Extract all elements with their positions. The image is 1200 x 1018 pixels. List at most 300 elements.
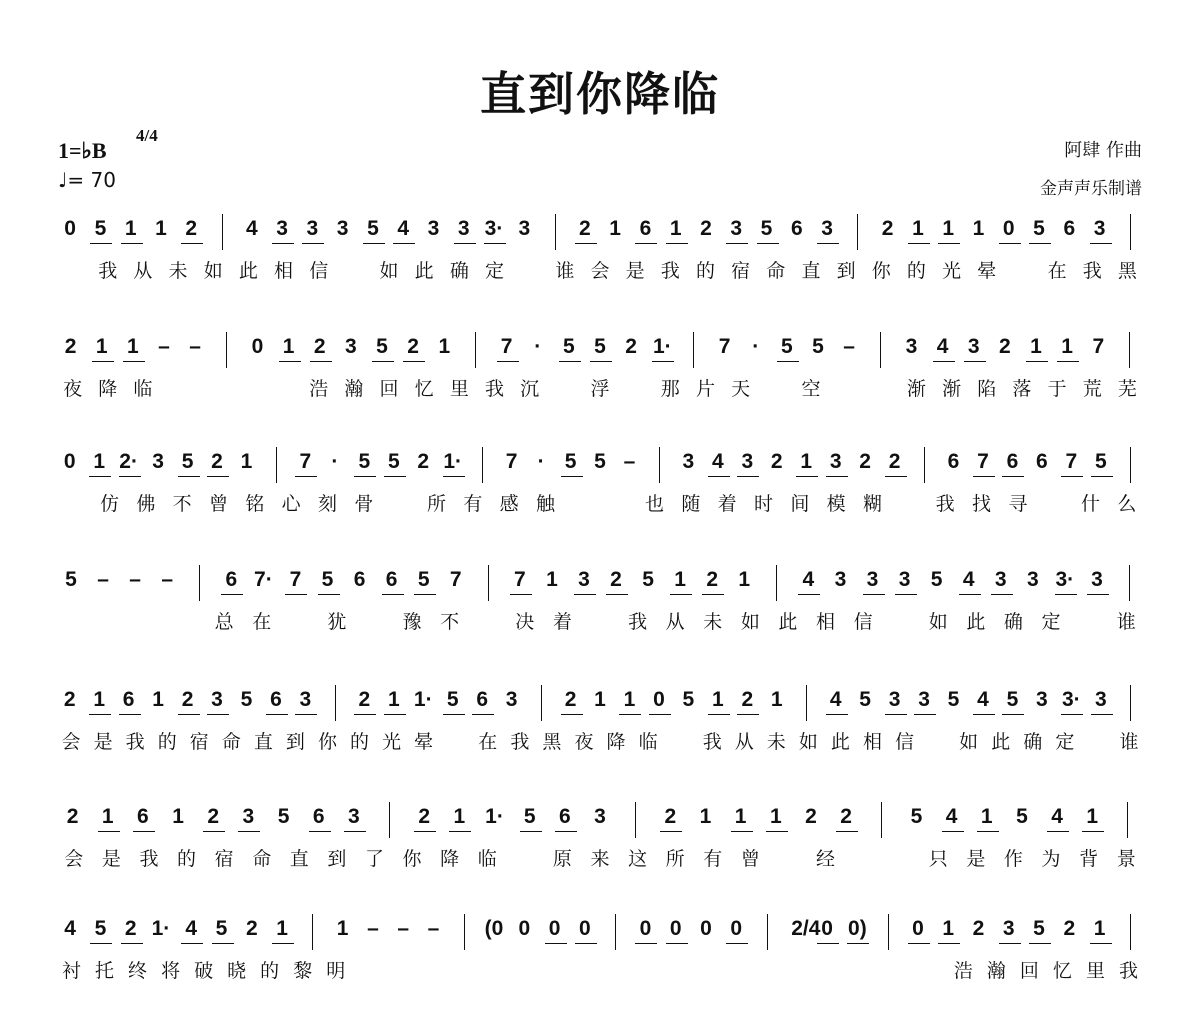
lyric-char: 定: [1041, 611, 1061, 633]
lyric-char: 不: [440, 611, 460, 633]
lyric-char: 触: [535, 493, 555, 515]
note: 2·: [119, 450, 138, 473]
barline: [1127, 802, 1128, 838]
note: 1: [152, 688, 164, 711]
beam-line: [384, 476, 406, 477]
lyric-char: 你: [402, 848, 422, 870]
beam-line: [977, 831, 999, 832]
barline: [464, 914, 465, 950]
note: 1: [942, 917, 955, 940]
note: 3: [1093, 217, 1106, 240]
note: 2: [407, 335, 419, 358]
score-row: [55, 912, 1145, 1012]
lyric-char: 我: [485, 378, 505, 400]
note: 4: [1051, 805, 1063, 828]
note: 2: [64, 335, 77, 358]
note: 4: [945, 805, 958, 828]
lyric-char: 是: [966, 848, 986, 870]
lyric-char: 此: [414, 260, 434, 282]
lyric-char: 信: [853, 611, 873, 633]
beam-line: [472, 714, 494, 715]
lyric-char: 相: [862, 731, 882, 753]
lyric-char: 宿: [731, 260, 751, 282]
lyric-char: 降: [606, 731, 626, 753]
beam-line: [1082, 831, 1104, 832]
notation-line: [55, 800, 1145, 840]
beam-line: [660, 831, 682, 832]
beam-line: [443, 476, 465, 477]
lyric-char: 信: [895, 731, 915, 753]
beam-line: [973, 476, 995, 477]
note: 1: [1093, 917, 1106, 940]
beam-line: [272, 243, 294, 244]
lyric-char: 黑: [542, 731, 562, 753]
lyric-char: 如: [203, 260, 223, 282]
beam-line: [561, 476, 583, 477]
composer-credit: 阿肆 作曲: [1064, 140, 1142, 161]
beam-line: [203, 831, 225, 832]
beam-line: [119, 714, 141, 715]
lyric-char: 回: [379, 378, 399, 400]
note: 5: [1094, 450, 1107, 473]
barline: [615, 914, 616, 950]
note: 5: [65, 568, 77, 591]
note: 2: [66, 805, 79, 828]
beam-line: [1002, 714, 1024, 715]
beam-line: [92, 361, 114, 362]
lyric-char: 佛: [136, 493, 156, 515]
beam-line: [295, 714, 317, 715]
beam-line: [649, 714, 671, 715]
beam-line: [938, 943, 960, 944]
lyric-char: 我: [628, 611, 648, 633]
lyric-char: 铭: [245, 493, 265, 515]
lyric-char: 所: [665, 848, 685, 870]
beam-line: [1029, 943, 1051, 944]
lyric-char: 的: [906, 260, 926, 282]
lyric-char: 忆: [1052, 960, 1072, 982]
note: 1: [980, 805, 993, 828]
arranger-credit: 金声声乐制谱: [1040, 179, 1142, 199]
note: 3: [741, 450, 754, 473]
beam-line: [973, 714, 995, 715]
note: –: [158, 335, 170, 358]
barline: [488, 565, 489, 601]
beam-line: [726, 943, 748, 944]
note: 3: [276, 217, 288, 240]
barline: [1130, 685, 1131, 721]
beam-line: [207, 476, 229, 477]
lyric-char: 豫: [402, 611, 422, 633]
lyric-char: 么: [1117, 493, 1137, 515]
note: 1: [172, 805, 184, 828]
note: 0: [518, 917, 531, 940]
beam-line: [708, 476, 730, 477]
lyric-char: 我: [1118, 960, 1138, 982]
lyric-char: 决: [515, 611, 535, 633]
note: 2: [207, 805, 220, 828]
note: 4: [64, 917, 76, 940]
beam-line: [863, 594, 885, 595]
lyric-char: 那: [660, 378, 680, 400]
lyric-char: 在: [1047, 260, 1067, 282]
beam-line: [372, 361, 394, 362]
lyric-char: 直: [289, 848, 309, 870]
score-row: [55, 683, 1145, 783]
note: 2: [625, 335, 637, 358]
note: 2: [999, 335, 1011, 358]
note: 4: [829, 688, 842, 711]
beam-line: [737, 476, 759, 477]
note: 3: [299, 688, 312, 711]
lyric-char: 会: [61, 731, 81, 753]
barline: [693, 332, 694, 368]
lyric-char: 谁: [1119, 731, 1139, 753]
note: 2: [417, 450, 430, 473]
note: 5: [94, 217, 107, 240]
note: 1: [800, 450, 813, 473]
note: 7: [299, 450, 312, 473]
note: 3: [888, 688, 901, 711]
lyric-char: 瀚: [986, 960, 1006, 982]
beam-line: [555, 831, 577, 832]
lyric-char: 我: [935, 493, 955, 515]
note: 5: [930, 568, 943, 591]
beam-line: [938, 243, 960, 244]
lyric-char: 作: [1003, 848, 1023, 870]
note: 0: [700, 917, 712, 940]
beam-line: [798, 594, 820, 595]
note: 5: [376, 335, 388, 358]
lyric-char: 此: [238, 260, 258, 282]
note: ·: [331, 450, 339, 473]
beam-line: [295, 476, 317, 477]
lyric-char: 间: [790, 493, 810, 515]
lyric-char: 是: [101, 848, 121, 870]
note: 4: [977, 688, 989, 711]
note: 1: [336, 917, 349, 940]
lyric-char: 如: [379, 260, 399, 282]
beam-line: [89, 714, 111, 715]
note: 0: [63, 450, 76, 473]
note: 5: [812, 335, 824, 358]
lyric-char: 渐: [906, 378, 926, 400]
barline: [880, 332, 881, 368]
beam-line: [1057, 361, 1079, 362]
lyric-char: 我: [98, 260, 118, 282]
note: 2: [579, 217, 591, 240]
note: 5: [446, 688, 459, 711]
beam-line: [520, 831, 542, 832]
beam-line: [279, 361, 301, 362]
lyric-char: 了: [364, 848, 384, 870]
note: 6: [476, 688, 488, 711]
note: 4: [962, 568, 975, 591]
beam-line: [1061, 714, 1083, 715]
note: 1: [738, 568, 751, 591]
beam-line: [635, 243, 657, 244]
note: 3·: [1062, 688, 1081, 711]
lyric-char: 刻: [317, 493, 337, 515]
note: 2/4: [791, 917, 821, 940]
barline: [226, 332, 227, 368]
lyric-char: 感: [499, 493, 519, 515]
lyric-char: 宿: [214, 848, 234, 870]
note: 1: [155, 217, 167, 240]
note: 5: [417, 568, 430, 591]
lyric-char: 破: [194, 960, 214, 982]
notation-line: [55, 683, 1145, 723]
beam-line: [403, 361, 425, 362]
beam-line: [123, 361, 145, 362]
note: 6: [790, 217, 803, 240]
note: 3: [1026, 568, 1039, 591]
beam-line: [449, 831, 471, 832]
score-row: [55, 563, 1145, 663]
note: 1: [438, 335, 451, 358]
note: 0: [821, 917, 833, 940]
note: 3: [336, 217, 349, 240]
note: 2: [881, 217, 894, 240]
lyric-char: 回: [1019, 960, 1039, 982]
barline: [1130, 447, 1131, 483]
note: 5: [1033, 217, 1045, 240]
notation-line: [55, 563, 1145, 603]
lyric-char: 我: [702, 731, 722, 753]
note: 1: [387, 688, 400, 711]
lyric-char: 我: [1082, 260, 1102, 282]
lyric-char: 不: [172, 493, 192, 515]
note: 4: [936, 335, 949, 358]
note: 3: [211, 688, 223, 711]
tempo-marking: [58, 168, 116, 192]
lyric-char: 的: [157, 731, 177, 753]
note: 3: [518, 217, 531, 240]
beam-line: [606, 594, 628, 595]
score-row: [55, 445, 1145, 545]
lyric-char: 降: [98, 378, 118, 400]
note: 5: [94, 917, 107, 940]
lyric-char: 是: [625, 260, 645, 282]
note: 2: [859, 450, 871, 473]
note: 6: [385, 568, 398, 591]
beam-line: [414, 831, 436, 832]
beam-line: [121, 943, 143, 944]
note: 6: [639, 217, 652, 240]
note: 1: [623, 688, 636, 711]
beam-line: [670, 594, 692, 595]
note: 3·: [484, 217, 504, 240]
note: 3: [994, 568, 1007, 591]
lyric-char: 浩: [309, 378, 329, 400]
notation-line: [55, 912, 1145, 952]
note: 3: [505, 688, 518, 711]
note: 5: [321, 568, 334, 591]
note: 4: [185, 917, 198, 940]
beam-line: [382, 594, 404, 595]
beam-line: [98, 831, 120, 832]
note: 1: [912, 217, 924, 240]
note: 7: [718, 335, 731, 358]
note: 7: [1092, 335, 1105, 358]
lyric-char: 命: [252, 848, 272, 870]
barline: [276, 447, 277, 483]
note: 7: [514, 568, 526, 591]
lyric-char: 我: [139, 848, 159, 870]
beam-line: [119, 476, 141, 477]
note: 5: [910, 805, 923, 828]
lyric-char: 我: [510, 731, 530, 753]
lyric-char: 来: [590, 848, 610, 870]
lyrics-line: [55, 491, 1145, 521]
lyric-char: 未: [766, 731, 786, 753]
beam-line: [454, 243, 476, 244]
beam-line: [895, 594, 917, 595]
beam-line: [344, 831, 366, 832]
note: 0: [579, 917, 591, 940]
note: 5: [181, 450, 194, 473]
beam-line: [619, 714, 641, 715]
lyric-char: 将: [161, 960, 181, 982]
lyric-char: 模: [826, 493, 846, 515]
lyric-char: 晕: [414, 731, 434, 753]
lyrics-line: [55, 258, 1145, 288]
lyric-char: 也: [644, 493, 664, 515]
note: 3: [834, 568, 847, 591]
beam-line: [181, 943, 203, 944]
lyric-char: 寻: [1008, 493, 1028, 515]
note: 5: [947, 688, 960, 711]
note: –: [189, 335, 201, 358]
note: 3: [152, 450, 164, 473]
lyric-char: 确: [449, 260, 469, 282]
lyric-char: 骨: [354, 493, 374, 515]
lyric-char: 命: [221, 731, 241, 753]
lyric-char: 晓: [227, 960, 247, 982]
lyric-char: 定: [1055, 731, 1075, 753]
beam-line: [178, 714, 200, 715]
barline: [482, 447, 483, 483]
note: 5: [1033, 917, 1045, 940]
lyrics-line: [55, 729, 1145, 759]
note: 3: [730, 217, 743, 240]
beam-line: [817, 243, 839, 244]
lyric-char: 夜: [63, 378, 83, 400]
note: 0: [548, 917, 561, 940]
note: 7: [1065, 450, 1078, 473]
lyric-char: 终: [128, 960, 148, 982]
note: 2: [706, 568, 719, 591]
beam-line: [354, 476, 376, 477]
note: –: [97, 568, 109, 591]
beam-line: [1029, 243, 1051, 244]
beam-line: [652, 361, 674, 362]
note: 0: [669, 917, 682, 940]
note: 6: [353, 568, 366, 591]
note: 1: [711, 688, 724, 711]
beam-line: [178, 476, 200, 477]
score-row: [55, 212, 1145, 312]
beam-line: [575, 943, 597, 944]
lyric-char: 谁: [555, 260, 575, 282]
note: 1: [734, 805, 747, 828]
note: 1·: [485, 805, 504, 828]
note: 1: [1030, 335, 1042, 358]
lyric-char: 糊: [862, 493, 882, 515]
lyric-char: 有: [703, 848, 723, 870]
lyrics-line: [55, 609, 1145, 639]
beam-line: [272, 943, 294, 944]
lyric-char: 随: [681, 493, 701, 515]
note: 6: [312, 805, 325, 828]
beam-line: [561, 714, 583, 715]
lyric-char: 从: [133, 260, 153, 282]
lyric-char: 荒: [1082, 378, 1102, 400]
beam-line: [318, 594, 340, 595]
note: ·: [537, 450, 545, 473]
lyric-char: 从: [734, 731, 754, 753]
lyric-char: 里: [449, 378, 469, 400]
note: 5: [387, 450, 400, 473]
beam-line: [302, 243, 324, 244]
note: 7·: [254, 568, 273, 591]
beam-line: [826, 714, 848, 715]
note: 0: [730, 917, 743, 940]
note: 5: [594, 450, 606, 473]
lyric-char: 的: [695, 260, 715, 282]
note: 1: [674, 568, 686, 591]
note: –: [161, 568, 174, 591]
beam-line: [574, 594, 596, 595]
lyric-char: 确: [1023, 731, 1043, 753]
lyric-char: 我: [125, 731, 145, 753]
note: 2: [972, 917, 985, 940]
beam-line: [1091, 476, 1113, 477]
note: 6: [225, 568, 238, 591]
key-label: 1=♭B: [58, 138, 107, 163]
lyric-char: 相: [816, 611, 836, 633]
lyric-char: 此: [830, 731, 850, 753]
note: 0: [912, 917, 924, 940]
lyric-char: 什: [1080, 493, 1100, 515]
beam-line: [1047, 831, 1069, 832]
lyric-char: 曾: [208, 493, 228, 515]
lyric-char: 降: [440, 848, 460, 870]
beam-line: [285, 594, 307, 595]
beam-line: [484, 243, 506, 244]
lyric-char: 此: [966, 611, 986, 633]
note: 2: [664, 805, 677, 828]
beam-line: [212, 943, 234, 944]
lyric-char: 会: [590, 260, 610, 282]
lyric-char: 只: [928, 848, 948, 870]
barline: [389, 802, 390, 838]
lyric-char: 仿: [99, 493, 119, 515]
note: 2: [840, 805, 852, 828]
note: 0): [848, 917, 867, 940]
lyric-char: 直: [253, 731, 273, 753]
lyric-char: 浮: [590, 378, 610, 400]
beam-line: [796, 476, 818, 477]
beam-line: [133, 831, 155, 832]
time-signature-label: 4/4: [136, 126, 158, 145]
lyric-char: 临: [133, 378, 153, 400]
note: (0: [484, 917, 504, 940]
barline: [1130, 214, 1131, 250]
note: 2: [564, 688, 577, 711]
beam-line: [266, 714, 288, 715]
barline: [475, 332, 476, 368]
